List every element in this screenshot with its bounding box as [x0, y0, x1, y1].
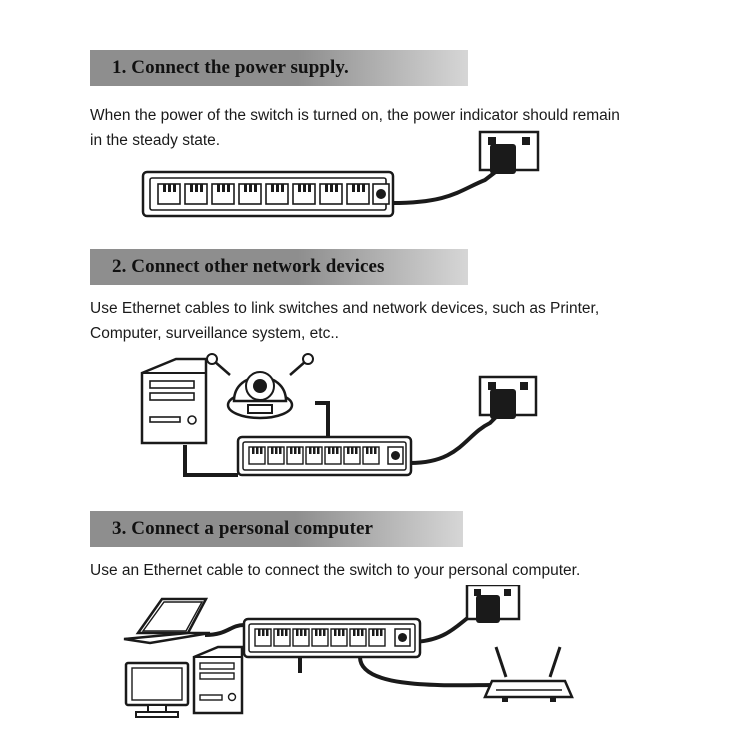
- section-body-3: Use an Ethernet cable to connect the switch to your personal computer.: [90, 562, 581, 579]
- laptop-computer: [124, 599, 210, 643]
- power-adapter: [490, 144, 516, 174]
- switch-personal-computer-diagram: [110, 585, 590, 720]
- section-heading-2-label: 2. Connect other network devices: [112, 256, 385, 277]
- power-adapter: [476, 595, 500, 623]
- desktop-monitor: [126, 663, 188, 717]
- ethernet-switch: [238, 437, 411, 475]
- ethernet-cable: [392, 170, 498, 203]
- figure-3: [110, 585, 590, 720]
- figure-1: [130, 130, 560, 235]
- ethernet-cable-power: [410, 415, 498, 463]
- wireless-router: [485, 647, 572, 702]
- section-body-1: When the power of the switch is turned on, the power indicator should remain in the steady state.: [90, 107, 620, 149]
- desktop-computer-tower: [142, 359, 206, 443]
- ethernet-cable-camera: [315, 403, 328, 437]
- ethernet-cable-laptop: [205, 625, 244, 635]
- power-adapter: [490, 389, 516, 419]
- switch-power-adapter-diagram: [130, 130, 560, 235]
- desktop-computer-tower: [194, 647, 242, 713]
- ethernet-cable-router: [360, 657, 495, 685]
- section-heading-1-label: 1. Connect the power supply.: [112, 57, 349, 78]
- ethernet-switch: [244, 619, 420, 657]
- section-body-2: Use Ethernet cables to link switches and network devices, such as Printer, Computer, surveillance system, etc..: [90, 300, 600, 342]
- switch-network-devices-diagram: [130, 345, 560, 500]
- figure-2: [130, 345, 560, 500]
- ethernet-cable-tower: [185, 445, 238, 475]
- section-heading-2: [90, 249, 468, 285]
- section-heading-3-label: 3. Connect a personal computer: [112, 518, 374, 539]
- ethernet-switch: [143, 172, 393, 216]
- surveillance-ip-camera: [207, 354, 313, 418]
- section-heading-1: [90, 50, 468, 86]
- section-heading-3: [90, 511, 463, 547]
